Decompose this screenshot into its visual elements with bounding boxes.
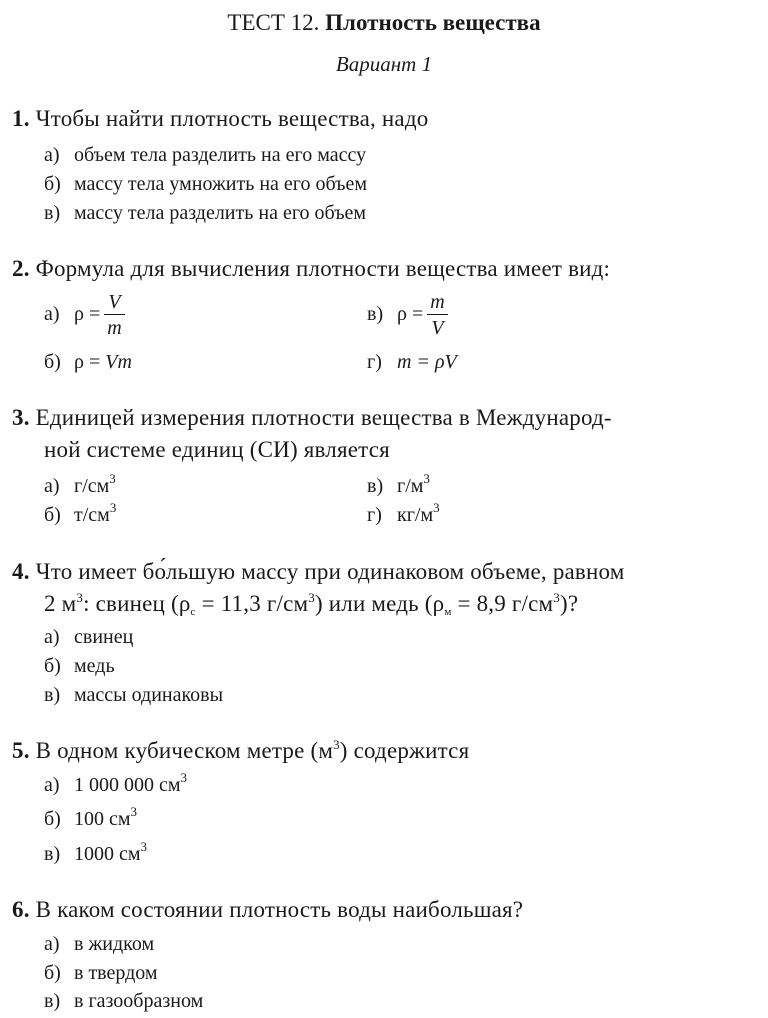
option-label: а): [44, 933, 60, 955]
q2-option-a[interactable]: [44, 290, 125, 341]
exponent: 3: [553, 590, 560, 605]
option-label: в): [367, 303, 384, 326]
option-text: в газообразном: [74, 990, 204, 1012]
option-value: 1000 см: [74, 843, 141, 865]
option-label: в): [44, 990, 61, 1012]
option-label: г): [367, 351, 382, 373]
option-text: объем тела разделить на его массу: [74, 144, 367, 166]
test-title: Плотность вещества: [325, 10, 541, 35]
variant-label: Вариант 1: [335, 52, 433, 76]
question-text-end: ) содержится: [339, 738, 470, 763]
q5-option-a[interactable]: [44, 770, 188, 797]
option-label: б): [44, 173, 61, 195]
question-text-line1: Что имеет бо́льшую массу при одинаковом объеме, равном: [35, 559, 625, 584]
option-text: массу тела умножить на его объем: [74, 173, 368, 195]
option-label: а): [44, 774, 60, 796]
option-label: б): [44, 655, 61, 677]
option-unit: кг/м: [397, 504, 434, 526]
option-text: в жидком: [74, 933, 155, 955]
fraction-denominator: V: [431, 317, 444, 339]
option-text: свинец: [74, 626, 134, 648]
option-label: в): [367, 475, 384, 497]
question-3-line2: ной системе единиц (СИ) является: [44, 437, 390, 462]
text-segment: = 11,3 г/см: [195, 591, 309, 616]
question-6: [12, 897, 523, 923]
q6-option-c[interactable]: [44, 990, 203, 1013]
exponent: 3: [130, 804, 138, 819]
exponent: 3: [433, 500, 440, 515]
fraction-denominator: m: [107, 317, 122, 339]
q1-option-a[interactable]: [44, 144, 366, 167]
option-label: в): [44, 843, 61, 865]
text-segment: ) или медь (ρ: [314, 591, 445, 616]
exponent: 3: [109, 500, 117, 515]
option-label: а): [44, 303, 60, 326]
option-label: б): [44, 808, 61, 830]
q6-option-b[interactable]: [44, 962, 158, 985]
option-unit: г/м: [397, 475, 424, 497]
q4-option-a[interactable]: [44, 626, 133, 649]
subscript: м: [444, 606, 452, 618]
page-title: [0, 10, 768, 36]
text-segment: 2 м: [44, 591, 77, 616]
q5-option-b[interactable]: [44, 804, 138, 831]
q4-option-c[interactable]: [44, 684, 223, 707]
option-text: в твердом: [74, 962, 158, 984]
option-label: а): [44, 626, 60, 648]
exponent: 3: [180, 770, 188, 785]
q3-option-b[interactable]: [44, 500, 117, 527]
text-segment: = 8,9 г/см: [451, 591, 554, 616]
question-4-line2: [44, 591, 578, 617]
question-2: [12, 256, 610, 282]
question-3: [12, 405, 612, 431]
test-label: ТЕСТ 12.: [227, 10, 320, 35]
question-text: В одном кубическом метре (м: [35, 738, 334, 763]
option-label: в): [44, 684, 61, 706]
question-number: 4.: [12, 559, 30, 584]
question-1: [12, 106, 428, 132]
option-unit: г/см: [74, 475, 110, 497]
option-text: массу тела разделить на его объем: [74, 202, 367, 224]
q4-option-b[interactable]: [44, 655, 115, 678]
option-value: 1 000 000 см: [74, 774, 181, 796]
q3-option-a[interactable]: [44, 471, 116, 498]
q3-option-d[interactable]: [367, 500, 440, 527]
question-text: В каком состоянии плотность воды наибольшая?: [35, 897, 524, 922]
question-5: [12, 738, 469, 764]
text-segment: )?: [560, 591, 579, 616]
exponent: 3: [423, 471, 430, 486]
q2-option-b[interactable]: [44, 351, 132, 374]
option-label: б): [44, 351, 61, 373]
question-number: 1.: [12, 106, 30, 131]
option-label: а): [44, 144, 60, 166]
fraction-numerator: m: [427, 290, 447, 315]
exponent: 3: [76, 590, 84, 605]
option-value: 100 см: [74, 808, 131, 830]
q1-option-b[interactable]: [44, 173, 367, 196]
question-number: 6.: [12, 897, 30, 922]
option-label: в): [44, 202, 61, 224]
q2-option-c[interactable]: [367, 290, 448, 341]
question-number: 2.: [12, 256, 30, 281]
formula-rhs: = ρV: [416, 351, 457, 373]
question-number: 3.: [12, 405, 30, 430]
option-label: а): [44, 475, 60, 497]
option-text: медь: [74, 655, 115, 677]
q5-option-c[interactable]: [44, 839, 148, 866]
fraction-numerator: V: [104, 290, 124, 315]
question-text: Чтобы найти плотность вещества, надо: [35, 106, 429, 131]
exponent: 3: [308, 590, 315, 605]
option-label: б): [44, 504, 61, 526]
formula-rhs: Vm: [105, 351, 132, 373]
q2-option-d[interactable]: [367, 351, 457, 374]
q6-option-a[interactable]: [44, 933, 154, 956]
exponent: 3: [109, 471, 116, 486]
question-text: Формула для вычисления плотности вещества имеет вид:: [35, 256, 611, 281]
exponent: 3: [333, 737, 340, 752]
formula-lhs: m: [397, 351, 412, 373]
question-number: 5.: [12, 738, 30, 763]
q3-option-c[interactable]: [367, 471, 430, 498]
question-4: [12, 559, 625, 585]
exponent: 3: [140, 839, 148, 854]
subscript: с: [190, 606, 196, 618]
question-text-line1: Единицей измерения плотности вещества в Международ-: [35, 405, 612, 430]
q1-option-c[interactable]: [44, 202, 366, 225]
option-unit: т/см: [74, 504, 110, 526]
option-text: массы одинаковы: [74, 684, 224, 706]
fraction: [104, 290, 124, 341]
formula-lhs: ρ =: [74, 303, 101, 326]
formula-lhs: ρ =: [397, 303, 424, 326]
text-segment: : свинец (ρ: [83, 591, 191, 616]
fraction: [427, 290, 447, 341]
option-label: г): [367, 504, 382, 526]
option-label: б): [44, 962, 61, 984]
formula-lhs: ρ =: [74, 351, 101, 373]
